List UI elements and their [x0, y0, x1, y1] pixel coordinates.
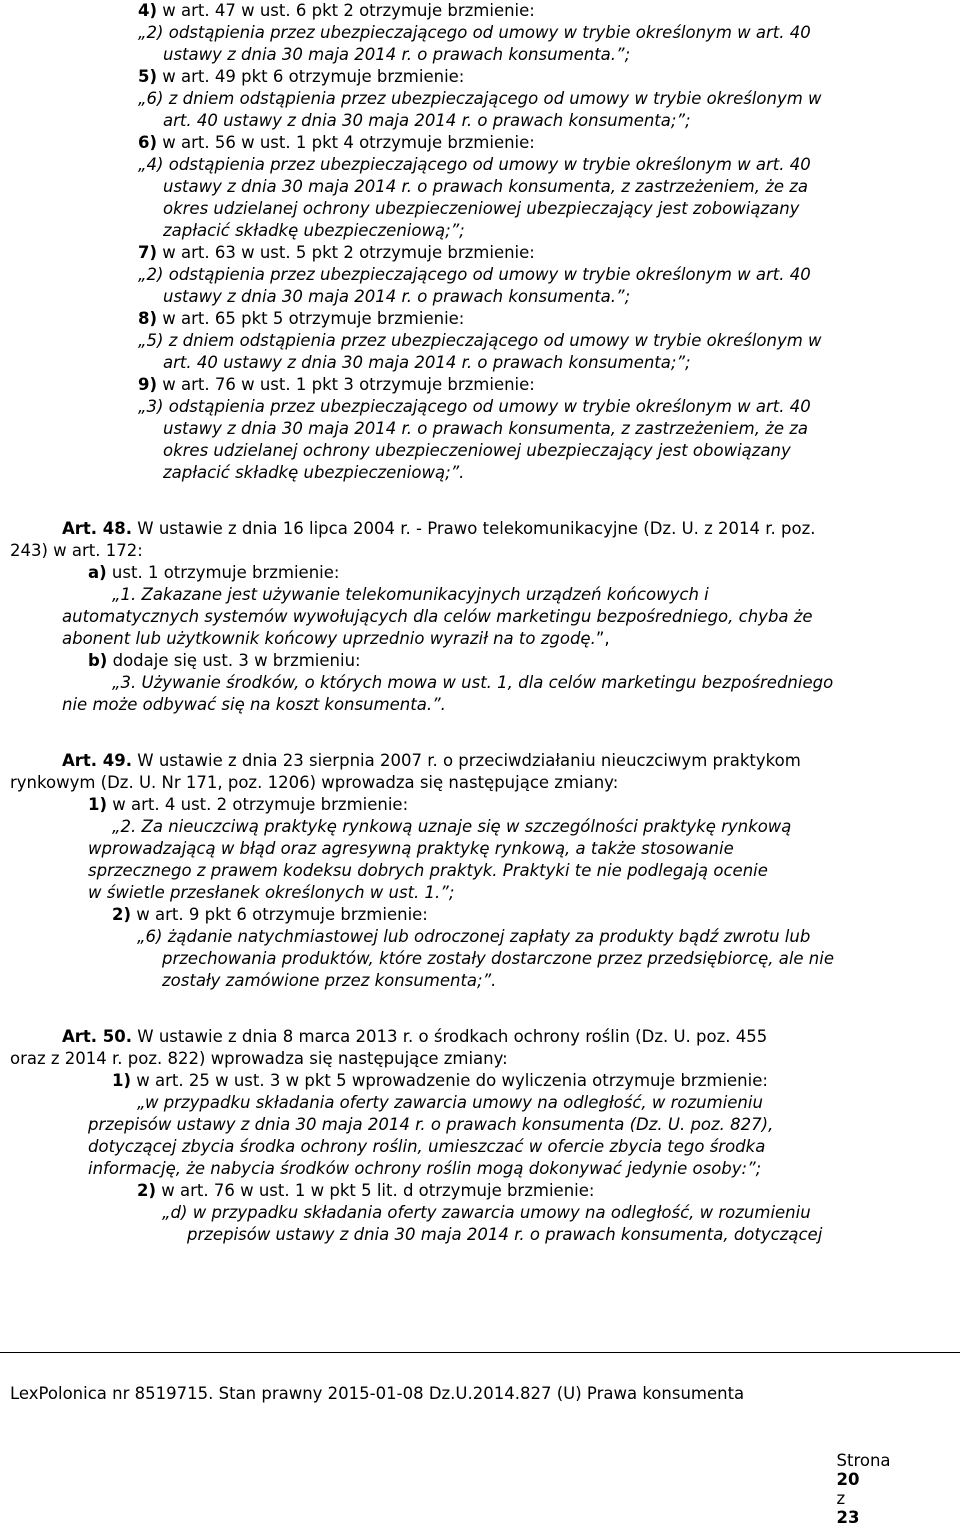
text-line	[112, 584, 709, 606]
text-segment: w świetle przesłanek określonych w ust. 1.”;	[88, 883, 455, 902]
text-line	[62, 518, 816, 540]
text-segment: w art. 63 w ust. 5 pkt 2 otrzymuje brzmienie:	[157, 243, 535, 262]
text-line	[138, 374, 535, 396]
text-segment: art. 40 ustawy z dnia 30 maja 2014 r. o prawach konsumenta;”;	[163, 353, 691, 372]
text-segment: „w przypadku składania oferty zawarcia umowy na odległość, w rozumieniu	[137, 1093, 763, 1112]
item-marker: 4)	[138, 1, 158, 20]
text-line	[162, 1202, 811, 1224]
text-line	[163, 44, 630, 66]
text-line	[112, 816, 791, 838]
text-line	[62, 606, 813, 628]
text-line	[138, 396, 811, 418]
text-segment: w art. 49 pkt 6 otrzymuje brzmienie:	[157, 67, 465, 86]
text-segment: okres udzielanej ochrony ubezpieczeniowej ubezpieczający jest zobowiązany	[163, 199, 800, 218]
text-segment: ustawy z dnia 30 maja 2014 r. o prawach konsumenta.”;	[163, 287, 631, 306]
text-line	[138, 22, 811, 44]
text-line	[88, 1114, 773, 1136]
text-line	[10, 540, 143, 562]
text-segment: okres udzielanej ochrony ubezpieczeniowej ubezpieczający jest obowiązany	[163, 441, 791, 460]
text-line	[163, 352, 691, 374]
text-segment: przepisów ustawy z dnia 30 maja 2014 r. o prawach konsumenta, dotyczącej	[187, 1225, 823, 1244]
text-line	[162, 948, 834, 970]
text-line	[88, 1136, 765, 1158]
item-marker: Art. 50.	[62, 1027, 133, 1046]
text-line	[138, 308, 464, 330]
text-segment: art. 40 ustawy z dnia 30 maja 2014 r. o prawach konsumenta;”;	[163, 111, 691, 130]
text-line	[138, 88, 822, 110]
text-line	[112, 672, 833, 694]
text-segment: w art. 76 w ust. 1 pkt 3 otrzymuje brzmienie:	[157, 375, 535, 394]
text-segment: w art. 47 w ust. 6 pkt 2 otrzymuje brzmienie:	[157, 1, 535, 20]
text-line	[138, 264, 811, 286]
text-segment: ustawy z dnia 30 maja 2014 r. o prawach konsumenta, z zastrzeżeniem, że za	[163, 419, 809, 438]
item-marker: 5)	[138, 67, 158, 86]
text-line	[88, 838, 734, 860]
text-segment: sprzecznego z prawem kodeksu dobrych praktyk. Praktyki te nie podlegają ocenie	[88, 861, 768, 880]
page-current: 20	[836, 1470, 860, 1489]
text-segment: oraz z 2014 r. poz. 822) wprowadza się następujące zmiany:	[10, 1049, 508, 1068]
text-line	[137, 1092, 763, 1114]
text-line	[88, 794, 408, 816]
text-segment: ustawy z dnia 30 maja 2014 r. o prawach konsumenta, z zastrzeżeniem, że za	[163, 177, 809, 196]
text-segment: „6) z dniem odstąpienia przez ubezpieczającego od umowy w trybie określonym w	[138, 89, 822, 108]
text-segment: w art. 65 pkt 5 otrzymuje brzmienie:	[157, 309, 465, 328]
text-line	[138, 154, 811, 176]
text-segment: „3) odstąpienia przez ubezpieczającego od umowy w trybie określonym w art. 40	[138, 397, 811, 416]
text-segment: zostały zamówione przez konsumenta;”.	[162, 971, 497, 990]
text-line	[163, 220, 465, 242]
text-segment: ”,	[595, 629, 610, 648]
text-line	[187, 1224, 822, 1246]
text-line	[163, 462, 464, 484]
text-line	[163, 418, 808, 440]
text-segment: automatycznych systemów wywołujących dla celów marketingu bezpośredniego, chyba że	[62, 607, 813, 626]
text-line	[163, 440, 791, 462]
text-line	[10, 1048, 508, 1070]
item-marker: 8)	[138, 309, 158, 328]
text-line	[88, 650, 361, 672]
text-segment: zapłacić składkę ubezpieczeniową;”;	[163, 221, 465, 240]
text-line	[112, 1070, 768, 1092]
item-marker: 1)	[88, 795, 108, 814]
text-line	[138, 242, 535, 264]
text-segment: dotyczącej zbycia środka ochrony roślin, umieszczać w ofercie zbycia tego środka	[88, 1137, 766, 1156]
text-line	[88, 882, 454, 904]
item-marker: 1)	[112, 1071, 132, 1090]
item-marker: Art. 48.	[62, 519, 133, 538]
text-line	[163, 198, 799, 220]
text-segment: zapłacić składkę ubezpieczeniową;”.	[163, 463, 465, 482]
page-sep: z	[836, 1489, 846, 1508]
text-line	[10, 772, 618, 794]
text-segment: dodaje się ust. 3 w brzmieniu:	[107, 651, 361, 670]
text-line	[163, 176, 808, 198]
text-line	[138, 132, 535, 154]
text-segment: nie może odbywać się na koszt konsumenta.”.	[62, 695, 446, 714]
text-segment: w art. 25 w ust. 3 w pkt 5 wprowadzenie do wyliczenia otrzymuje brzmienie:	[131, 1071, 768, 1090]
text-line	[162, 970, 496, 992]
text-segment: W ustawie z dnia 23 sierpnia 2007 r. o przeciwdziałaniu nieuczciwym praktykom	[132, 751, 801, 770]
text-line	[137, 1180, 594, 1202]
text-line	[163, 110, 691, 132]
page-number	[826, 1432, 891, 1527]
text-segment: rynkowym (Dz. U. Nr 171, poz. 1206) wprowadza się następujące zmiany:	[10, 773, 619, 792]
item-marker: 2)	[112, 905, 132, 924]
text-line	[62, 628, 610, 650]
text-line	[62, 1026, 767, 1048]
item-marker: a)	[88, 563, 107, 582]
text-segment: „4) odstąpienia przez ubezpieczającego od umowy w trybie określonym w art. 40	[138, 155, 811, 174]
page-total: 23	[836, 1508, 860, 1527]
text-segment: abonent lub użytkownik końcowy uprzednio wyraził na to zgodę.	[62, 629, 596, 648]
text-line	[88, 1158, 761, 1180]
text-line	[112, 904, 428, 926]
item-marker: 2)	[137, 1181, 157, 1200]
item-marker: 7)	[138, 243, 158, 262]
text-line	[138, 66, 464, 88]
page-label: Strona	[836, 1451, 891, 1470]
text-segment: „1. Zakazane jest używanie telekomunikacyjnych urządzeń końcowych i	[112, 585, 709, 604]
text-line	[62, 694, 446, 716]
text-line	[88, 860, 768, 882]
text-segment: ustawy z dnia 30 maja 2014 r. o prawach konsumenta.”;	[163, 45, 631, 64]
text-segment: w art. 9 pkt 6 otrzymuje brzmienie:	[131, 905, 428, 924]
text-line	[138, 330, 822, 352]
footer-source: LexPolonica nr 8519715. Stan prawny 2015-01-08 Dz.U.2014.827 (U) Prawa konsumenta	[10, 1384, 745, 1403]
text-segment: wprowadzającą w błąd oraz agresywną praktykę rynkową, a także stosowanie	[88, 839, 734, 858]
text-line	[163, 286, 630, 308]
text-segment: „2) odstąpienia przez ubezpieczającego od umowy w trybie określonym w art. 40	[138, 23, 811, 42]
text-segment: informację, że nabycia środków ochrony roślin mogą dokonywać jedynie osoby:”;	[88, 1159, 762, 1178]
text-segment: „2. Za nieuczciwą praktykę rynkową uznaje się w szczególności praktykę rynkową	[112, 817, 792, 836]
text-segment: W ustawie z dnia 8 marca 2013 r. o środkach ochrony roślin (Dz. U. poz. 455	[132, 1027, 768, 1046]
text-segment: „3. Używanie środków, o których mowa w ust. 1, dla celów marketingu bezpośredniego	[112, 673, 834, 692]
item-marker: 6)	[138, 133, 158, 152]
text-segment: ust. 1 otrzymuje brzmienie:	[106, 563, 340, 582]
text-segment: „d) w przypadku składania oferty zawarcia umowy na odległość, w rozumieniu	[162, 1203, 811, 1222]
text-segment: przepisów ustawy z dnia 30 maja 2014 r. o prawach konsumenta (Dz. U. poz. 827),	[88, 1115, 774, 1134]
text-line	[138, 0, 535, 22]
footer-divider	[0, 1352, 960, 1353]
item-marker: 9)	[138, 375, 158, 394]
text-line	[88, 562, 339, 584]
text-segment: „2) odstąpienia przez ubezpieczającego od umowy w trybie określonym w art. 40	[138, 265, 811, 284]
text-segment: W ustawie z dnia 16 lipca 2004 r. - Prawo telekomunikacyjne (Dz. U. z 2014 r. poz.	[132, 519, 816, 538]
text-segment: „6) żądanie natychmiastowej lub odroczonej zapłaty za produkty bądź zwrotu lub	[137, 927, 811, 946]
text-segment: w art. 76 w ust. 1 w pkt 5 lit. d otrzymuje brzmienie:	[156, 1181, 595, 1200]
item-marker: Art. 49.	[62, 751, 133, 770]
item-marker: b)	[88, 651, 108, 670]
text-segment: przechowania produktów, które zostały dostarczone przez przedsiębiorcę, ale nie	[162, 949, 835, 968]
text-line	[137, 926, 810, 948]
text-line	[62, 750, 801, 772]
text-segment: w art. 4 ust. 2 otrzymuje brzmienie:	[107, 795, 409, 814]
text-segment: „5) z dniem odstąpienia przez ubezpieczającego od umowy w trybie określonym w	[138, 331, 822, 350]
text-segment: 243) w art. 172:	[10, 541, 143, 560]
text-segment: w art. 56 w ust. 1 pkt 4 otrzymuje brzmienie:	[157, 133, 535, 152]
